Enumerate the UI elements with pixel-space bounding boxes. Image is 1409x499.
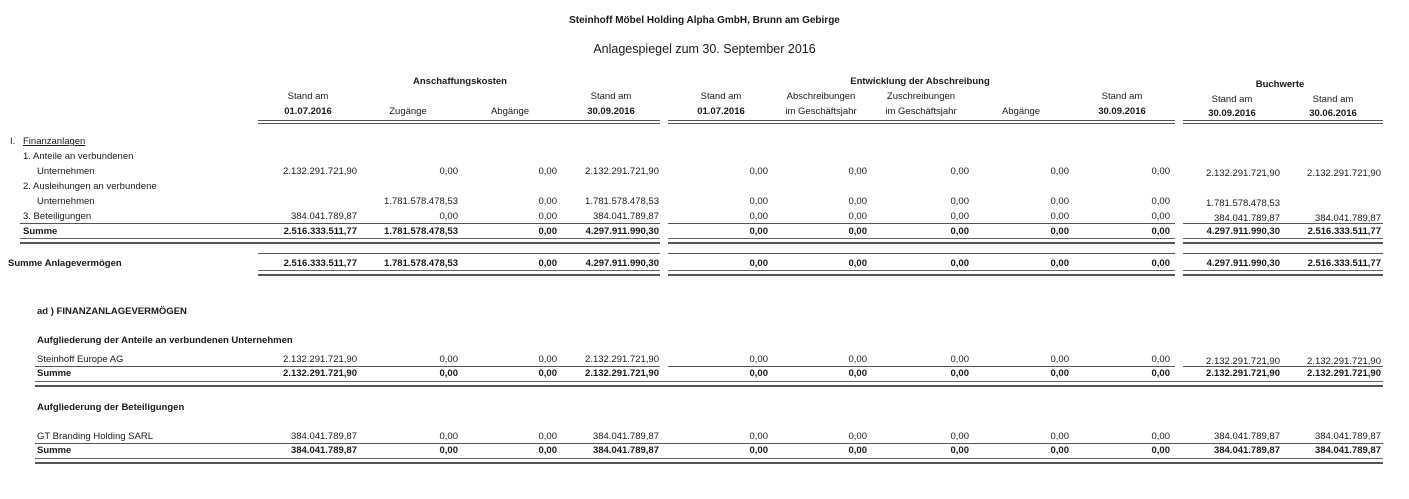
column-header-line2: 30.09.2016 <box>1208 108 1256 119</box>
value-cell: 0,00 <box>950 368 969 379</box>
section-heading: Finanzanlagen <box>23 136 86 147</box>
value-cell: 2.516.333.511,77 <box>1307 226 1381 237</box>
company-title: Steinhoff Möbel Holding Alpha GmbH, Brunn am Gebirge <box>569 15 840 26</box>
rule-line <box>668 223 1175 224</box>
value-cell: 0,00 <box>950 445 969 456</box>
group-buchwerte: Buchwerte <box>1255 79 1305 90</box>
row-label: 3. Beteiligungen <box>23 211 92 222</box>
value-cell: 0,00 <box>439 354 458 365</box>
column-header-line1: Stand am <box>287 91 329 102</box>
value-cell: 0,00 <box>950 196 969 207</box>
value-cell: 0,00 <box>848 354 867 365</box>
value-cell: 0,00 <box>950 226 969 237</box>
value-cell: 1.781.578.478,53 <box>384 196 458 207</box>
value-cell: 0,00 <box>439 431 458 442</box>
value-cell: 1.781.578.478,53 <box>384 258 458 269</box>
rule-line <box>668 238 1175 244</box>
value-cell: 384.041.789,87 <box>592 211 659 222</box>
value-cell: 0,00 <box>848 166 867 177</box>
rule-line <box>20 223 660 224</box>
column-header-line1: Zuschreibungen <box>886 91 956 102</box>
ad-heading: ad ) FINANZANLAGEVERMÖGEN <box>37 306 187 317</box>
value-cell: 0,00 <box>1151 196 1170 207</box>
value-cell: 2.132.291.721,90 <box>1206 368 1280 379</box>
value-cell: 0,00 <box>950 354 969 365</box>
value-cell: 384.041.789,87 <box>1314 431 1381 442</box>
rule-line <box>35 366 660 367</box>
value-cell: 2.516.333.511,77 <box>1307 258 1381 269</box>
value-cell: 0,00 <box>848 445 867 456</box>
value-cell: 0,00 <box>1050 445 1069 456</box>
value-cell: 0,00 <box>1050 431 1069 442</box>
value-cell: 1.781.578.478,53 <box>1206 198 1280 209</box>
value-cell: 0,00 <box>439 445 458 456</box>
row-label: 2. Ausleihungen an verbundene <box>23 181 157 192</box>
value-cell: 0,00 <box>749 368 768 379</box>
sum-label: Summe <box>37 368 72 379</box>
column-header-line1: Stand am <box>1211 94 1253 105</box>
value-cell: 2.132.291.721,90 <box>1307 368 1381 379</box>
value-cell: 0,00 <box>749 354 768 365</box>
value-cell: 0,00 <box>538 166 557 177</box>
value-cell: 0,00 <box>749 211 768 222</box>
sum-label: Summe <box>37 445 72 456</box>
group-anschaffungskosten: Anschaffungskosten <box>413 76 507 87</box>
page-title: Anlagespiegel zum 30. September 2016 <box>593 42 816 56</box>
column-header-line2: Abgänge <box>490 106 530 117</box>
value-cell: 0,00 <box>538 354 557 365</box>
value-cell: 0,00 <box>848 431 867 442</box>
value-cell: 384.041.789,87 <box>1213 445 1280 456</box>
value-cell: 0,00 <box>439 368 458 379</box>
value-cell: 384.041.789,87 <box>290 445 357 456</box>
rule-line <box>1183 366 1383 367</box>
row-label-cont: Unternehmen <box>37 166 95 177</box>
row-label-cont: Unternehmen <box>37 196 95 207</box>
value-cell: 2.132.291.721,90 <box>1307 168 1381 179</box>
breakdown-heading: Aufgliederung der Anteile an verbundenen Unternehmen <box>37 335 293 346</box>
value-cell: 2.132.291.721,90 <box>283 354 357 365</box>
value-cell: 2.132.291.721,90 <box>1206 168 1280 179</box>
value-cell: 0,00 <box>1151 166 1170 177</box>
value-cell: 2.132.291.721,90 <box>1307 356 1381 367</box>
row-label: GT Branding Holding SARL <box>37 431 153 442</box>
value-cell: 0,00 <box>1151 226 1170 237</box>
value-cell: 0,00 <box>848 226 867 237</box>
value-cell: 2.132.291.721,90 <box>585 354 659 365</box>
rule-line <box>1183 238 1383 244</box>
value-cell: 0,00 <box>538 445 557 456</box>
value-cell: 2.516.333.511,77 <box>283 226 357 237</box>
value-cell: 2.132.291.721,90 <box>283 368 357 379</box>
value-cell: 0,00 <box>439 211 458 222</box>
rule-line <box>668 366 1175 367</box>
value-cell: 384.041.789,87 <box>1213 213 1280 224</box>
value-cell: 0,00 <box>538 226 557 237</box>
value-cell: 0,00 <box>1050 368 1069 379</box>
value-cell: 0,00 <box>749 196 768 207</box>
rule-line <box>20 238 660 244</box>
value-cell: 384.041.789,87 <box>290 211 357 222</box>
value-cell: 1.781.578.478,53 <box>384 226 458 237</box>
column-header-line1: Abschreibungen <box>786 91 856 102</box>
rule-line <box>1183 223 1383 224</box>
rule-line <box>1183 253 1383 254</box>
value-cell: 0,00 <box>1050 196 1069 207</box>
value-cell: 0,00 <box>848 258 867 269</box>
value-cell: 0,00 <box>1151 258 1170 269</box>
value-cell: 4.297.911.990,30 <box>1206 258 1280 269</box>
value-cell: 0,00 <box>950 211 969 222</box>
rule-line <box>668 270 1175 276</box>
rule-line <box>35 443 1383 444</box>
column-header-line1: Stand am <box>700 91 742 102</box>
value-cell: 2.132.291.721,90 <box>1206 356 1280 367</box>
column-header-line2: 30.09.2016 <box>1098 106 1146 117</box>
value-cell: 0,00 <box>749 258 768 269</box>
group-abschreibung: Entwicklung der Abschreibung <box>850 76 990 87</box>
rule-line <box>1183 120 1383 124</box>
value-cell: 0,00 <box>538 211 557 222</box>
rule-line <box>668 120 1175 124</box>
row-label: 1. Anteile an verbundenen <box>23 151 134 162</box>
value-cell: 0,00 <box>848 368 867 379</box>
value-cell: 0,00 <box>950 166 969 177</box>
rule-line <box>668 253 1175 254</box>
value-cell: 384.041.789,87 <box>1314 213 1381 224</box>
section-number: I. <box>10 136 16 147</box>
value-cell: 0,00 <box>1050 258 1069 269</box>
value-cell: 0,00 <box>1151 445 1170 456</box>
rule-line <box>35 458 1383 464</box>
value-cell: 0,00 <box>1151 368 1170 379</box>
value-cell: 0,00 <box>950 431 969 442</box>
value-cell: 0,00 <box>1151 431 1170 442</box>
value-cell: 2.132.291.721,90 <box>283 166 357 177</box>
value-cell: 2.132.291.721,90 <box>585 368 659 379</box>
total-label: Summe Anlagevermögen <box>8 258 122 269</box>
breakdown-heading: Aufgliederung der Beteiligungen <box>37 402 185 413</box>
value-cell: 0,00 <box>538 196 557 207</box>
column-header-line2: Abgänge <box>1001 106 1041 117</box>
column-header-line2: 01.07.2016 <box>697 106 745 117</box>
column-header-line1: Stand am <box>590 91 632 102</box>
value-cell: 2.132.291.721,90 <box>585 166 659 177</box>
column-header-line2: im Geschäftsjahr <box>785 106 857 117</box>
value-cell: 4.297.911.990,30 <box>585 258 659 269</box>
value-cell: 0,00 <box>538 431 557 442</box>
row-label: Steinhoff Europe AG <box>37 354 124 365</box>
column-header-line1: Stand am <box>1101 91 1143 102</box>
value-cell: 384.041.789,87 <box>1213 431 1280 442</box>
value-cell: 0,00 <box>1151 211 1170 222</box>
value-cell: 4.297.911.990,30 <box>585 226 659 237</box>
column-header-line2: 01.07.2016 <box>284 106 332 117</box>
value-cell: 384.041.789,87 <box>592 431 659 442</box>
value-cell: 0,00 <box>1050 166 1069 177</box>
rule-line <box>258 253 660 254</box>
value-cell: 0,00 <box>1050 226 1069 237</box>
column-header-line2: 30.09.2016 <box>587 106 635 117</box>
rule-line <box>258 120 660 124</box>
value-cell: 0,00 <box>439 166 458 177</box>
value-cell: 384.041.789,87 <box>1314 445 1381 456</box>
value-cell: 0,00 <box>538 368 557 379</box>
value-cell: 2.516.333.511,77 <box>283 258 357 269</box>
value-cell: 0,00 <box>848 196 867 207</box>
value-cell: 0,00 <box>538 258 557 269</box>
value-cell: 0,00 <box>749 445 768 456</box>
column-header-line2: 30.06.2016 <box>1309 108 1357 119</box>
rule-line <box>258 270 660 276</box>
sum-label: Summe <box>23 226 58 237</box>
value-cell: 0,00 <box>848 211 867 222</box>
value-cell: 0,00 <box>749 166 768 177</box>
value-cell: 1.781.578.478,53 <box>585 196 659 207</box>
value-cell: 0,00 <box>749 226 768 237</box>
value-cell: 4.297.911.990,30 <box>1206 226 1280 237</box>
value-cell: 0,00 <box>1050 211 1069 222</box>
rule-line <box>1183 270 1383 276</box>
value-cell: 384.041.789,87 <box>290 431 357 442</box>
column-header-line2: im Geschäftsjahr <box>885 106 957 117</box>
rule-line <box>35 381 1383 387</box>
value-cell: 384.041.789,87 <box>592 445 659 456</box>
value-cell: 0,00 <box>749 431 768 442</box>
value-cell: 0,00 <box>1050 354 1069 365</box>
value-cell: 0,00 <box>950 258 969 269</box>
column-header-line2: Zugänge <box>389 106 427 117</box>
value-cell: 0,00 <box>1151 354 1170 365</box>
column-header-line1: Stand am <box>1312 94 1354 105</box>
